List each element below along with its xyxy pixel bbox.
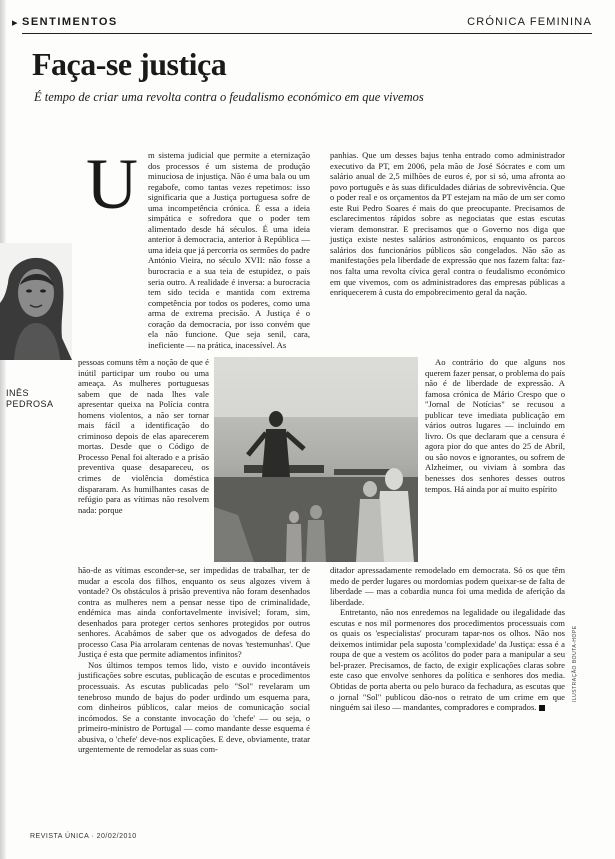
column-2-bottom	[330, 565, 565, 835]
column-label: CRÓNICA FEMININA	[467, 16, 592, 28]
drop-cap: U	[86, 144, 138, 224]
page-footer: REVISTA ÚNICA · 20/02/2010	[30, 833, 137, 840]
page-edge-marker: ▸	[12, 17, 18, 29]
section-label: SENTIMENTOS	[22, 16, 118, 28]
paragraph-narrow-2: Ao contrário do que alguns nos querem fazer pensar, o problema do país não é de liberdade de expressão. A famosa crónica de Mário Crespo que o "Jornal de Notícias" se recusou a publicar teve imediata publicação em vários outros lugares — incluindo em livro. Os que declaram que a censura é agora pior do que antes do 25 de Abril, ou são novos e ignorantes, ou sofrem de Alzheimer, ou viviam à sombra das benesses dos senhores desses outros tempos. Há ainda por aí muito espírito	[425, 357, 565, 494]
paragraph-col1-b2: Nos últimos tempos temos lido, visto e ouvido incontáveis justificações sobre escutas, publicação de escutas e procedimentos processuais. As escutas publicadas pelo "Sol" revelaram um tenebroso mundo de bajus do poder urdindo um esquema para, com dinheiros públicos, calar meios de comunicação social incómodos. Se a constante invocação do 'chefe' — ou seja, o primeiro-ministro de Portugal — como mandante desse esquema é abusiva, o 'chefe' deve-nos explicações. E deve, obviamente, tratar urgentemente de remodelar as suas com-	[78, 659, 310, 755]
scan-edge	[0, 0, 6, 859]
paragraph-col2-top: panhias. Que um desses bajus tenha entrado como administrador executivo da PT, em 2006, pela mão de José Sócrates e com um salário anual de 2,5 milhões de euros é, por si só, uma afronta ao povo português e às suas dificuldades diárias de sobrevivência. Que o poder real e os orçamentos da PT estejam na mão de um ser como este Rui Pedro Soares é mais do que preocupante. Precisamos de esclarecimentos rápidos sobre as negociatas que estas escutas vieram demonstrar. E precisamos que o Governo nos diga que justiça existe nestes salários astronómicos, enquanto os parcos salários dos funcionários públicos são congelados. Não são as manifestações pela liberdade de expressão que nos fazem falta: faz-nos falta uma revolta cívica geral contra o feudalismo económico em que vivemos, com os administradores das empresas públicas a enriquecerem à custa do empobrecimento geral da nação.	[330, 150, 565, 298]
paragraph-col2-b2-text: Entretanto, não nos enredemos na legalidade ou ilegalidade das escutas e nos mil pormenores dos procedimentos processuais com os quais os 'especialistas' procuram tapar-nos os olhos. Não nos deixemos intimidar pela suposta 'complexidade' da Justiça: essa é a roupa de que a vestem os acólitos do poder para a manipular a seu bel-prazer. Precisamos, de facto, de exigir explicações claras sobre este caso que envolve senhores da política e senhores dos media. Obtidas de porta aberta ou pelo buraco da fechadura, as escutas que o jornal "Sol" publicou dão-nos o retrato de um crime em que ninguém sai ileso — mandantes, compradores e comprados.	[330, 607, 565, 713]
paragraph-col2-b1: ditador apressadamente remodelado em democrata. Só os que têm medo de perder lugares ou mordomias podem queixar-se de falta de liberdade — mas a cobardia nunca foi uma medida de aferição da liberdade.	[330, 565, 565, 607]
article-title: Faça-se justiça	[32, 46, 227, 82]
paragraph-col2-b2	[330, 607, 565, 712]
column-1-top	[78, 144, 310, 357]
illustration-credit: ILUSTRAÇÃO BOUTA-HOPE	[572, 625, 578, 702]
end-mark-icon	[539, 705, 545, 711]
paragraph-opening: m sistema judicial que permite a eternização dos processos é um sistema de produção minuciosa de injustiça. Não é uma bala ou um regabofe, como tantas vezes repetimos: isso significaria que a Justiça portuguesa sofre de uma incompetência crónica. É essa a ideia simpática e sofredora que o poder tem alimentado desde há séculos. É uma ideia anterior à democracia, anterior à República — uma ideia que já percorria os sermões do padre António Vieira, no século XVII: não fosse a burocracia e a sua teia de estupidez, o país seria outro. A realidade é inversa: a burocracia tem sido tecida e mantida com extrema competência por todos os poderes, como uma arma de extrema precisão. A Justiça é o coração da democracia, por isso convém que ela não funcione. Que seja senil, cara, ineficiente — na prática, inacessível. As	[148, 150, 310, 350]
column-2-narrow	[425, 357, 565, 562]
author-photo	[0, 243, 72, 360]
article-subtitle: É tempo de criar uma revolta contra o feudalismo económico em que vivemos	[34, 90, 424, 104]
paragraph-narrow-1: pessoas comuns têm a noção de que é inútil participar um roubo ou uma ameaça. As mulheres portuguesas sabem que de nada lhes vale apresentar queixa na Polícia contra homens violentos, a não ser tornar mais fácil a identificação do criminoso depois de elas aparecerem mortas. Desde que o Código de Processo Penal foi alterado e a prisão preventiva quase desapareceu, os crimes de violência doméstica dispararam. As humilhantes casas de refúgio para as vítimas não resolvem nada: porque	[78, 357, 209, 515]
column-1-bottom	[78, 565, 310, 835]
author-name: INÊS PEDROSA	[6, 388, 54, 409]
section-header	[12, 14, 592, 34]
col1-dropcap-text	[148, 150, 310, 350]
column-1-narrow	[78, 357, 209, 562]
column-2-top	[330, 150, 565, 355]
article-illustration	[214, 357, 418, 562]
paragraph-col1-b1: hão-de as vítimas esconder-se, ser impedidas de trabalhar, ter de mudar a escola dos filhos, enquanto os seus algozes vivem à vontade? Os obstáculos à prisão preventiva não foram desenhados contra as mulheres nem a pensar nesse tipo de criminalidade, endémica mas ainda confortavelmente invisível; foram, sim, desenhados para proteger certos senhores protegidos por outros senhores. Acabámos de saber que os advogados de defesa do processo Casa Pia arrolaram centenas de novas 'testemunhas'. Que Justiça é esta que permite adiamentos infinitos?	[78, 565, 310, 660]
